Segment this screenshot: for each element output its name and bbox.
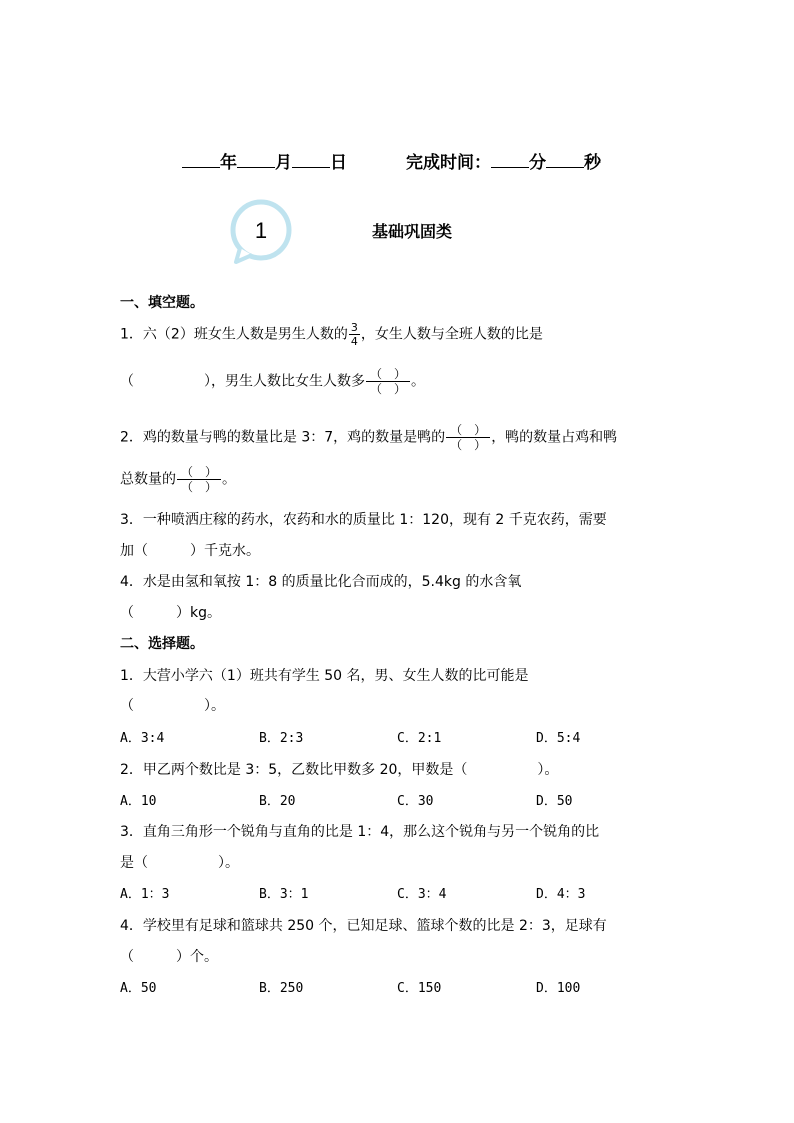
fraction-3-4 bbox=[349, 322, 360, 347]
s1-q3-line1: 3．一种喷洒庄稼的药水，农药和水的质量比 1：120，现有 2 千克农药，需要 bbox=[120, 512, 607, 528]
blank-denominator[interactable]: （ ） bbox=[370, 382, 407, 396]
minute-label: 分 bbox=[529, 153, 546, 173]
s2-q2-option-b[interactable]: B．20 bbox=[259, 794, 296, 809]
completion-time-line bbox=[406, 148, 601, 173]
badge-title: 基础巩固类 bbox=[372, 222, 453, 241]
s2-q1-line2[interactable]: （ ）。 bbox=[120, 698, 225, 714]
blank-fraction[interactable] bbox=[366, 368, 410, 395]
s1-q2-text-a: 2．鸡的数量与鸭的数量比是 3：7，鸡的数量是鸭的 bbox=[120, 429, 446, 446]
s2-q1-line1: 1．大营小学六（1）班共有学生 50 名，男、女生人数的比可能是 bbox=[120, 668, 529, 684]
period: 。 bbox=[222, 471, 237, 488]
s1-q1-line2 bbox=[120, 368, 425, 395]
date-line bbox=[182, 148, 347, 173]
s1-q2-line2 bbox=[120, 466, 236, 493]
blank-fraction[interactable] bbox=[177, 466, 221, 493]
s2-q1-option-b[interactable]: B．2:3 bbox=[259, 731, 304, 746]
s2-q1-option-c[interactable]: C．2:1 bbox=[397, 731, 442, 746]
s1-q3-line2[interactable]: 加（ ）千克水。 bbox=[120, 543, 260, 559]
s2-q4-option-c[interactable]: C．150 bbox=[397, 981, 442, 996]
s2-q4-line1: 4．学校里有足球和篮球共 250 个，已知足球、篮球个数的比是 2：3，足球有 bbox=[120, 918, 607, 934]
s1-q4-line2[interactable]: （ ）kg。 bbox=[120, 605, 221, 621]
s1-q1-text-b: ，女生人数与全班人数的比是 bbox=[360, 326, 543, 343]
month-label: 月 bbox=[275, 153, 292, 173]
time-label: 完成时间： bbox=[406, 153, 491, 173]
s2-q2-option-c[interactable]: C．30 bbox=[397, 794, 434, 809]
s2-q3-line1: 3．直角三角形一个锐角与直角的比是 1：4，那么这个锐角与另一个锐角的比 bbox=[120, 824, 600, 840]
fraction-denominator: 4 bbox=[350, 335, 358, 348]
badge-number: 1 bbox=[254, 218, 268, 243]
blank-numerator[interactable]: （ ） bbox=[177, 466, 221, 480]
section1-title: 一、填空题。 bbox=[120, 295, 204, 311]
s1-q2-line1 bbox=[120, 424, 617, 451]
s2-q1-option-d[interactable]: D．5:4 bbox=[536, 731, 581, 746]
blank-numerator[interactable]: （ ） bbox=[366, 368, 410, 382]
s2-q3-option-d[interactable]: D．4：3 bbox=[536, 887, 586, 902]
s2-q3-option-a[interactable]: A．1：3 bbox=[120, 887, 170, 902]
s2-q4-option-a[interactable]: A．50 bbox=[120, 981, 157, 996]
s2-q3-line2[interactable]: 是（ ）。 bbox=[120, 855, 239, 871]
second-label: 秒 bbox=[584, 153, 601, 173]
year-label: 年 bbox=[220, 153, 237, 173]
s1-q1-text-a: 1．六（2）班女生人数是男生人数的 bbox=[120, 326, 348, 343]
section2-title: 二、选择题。 bbox=[120, 636, 204, 652]
s1-q2-text-b: ，鸭的数量占鸡和鸭 bbox=[491, 429, 618, 446]
s2-q3-option-c[interactable]: C．3：4 bbox=[397, 887, 447, 902]
s2-q2-option-d[interactable]: D．50 bbox=[536, 794, 573, 809]
blank-denominator[interactable]: （ ） bbox=[181, 480, 218, 494]
s1-q1-answer-text[interactable]: （ ），男生人数比女生人数多 bbox=[120, 373, 365, 390]
s2-q4-option-d[interactable]: D．100 bbox=[536, 981, 581, 996]
blank-numerator[interactable]: （ ） bbox=[446, 424, 490, 438]
day-blank[interactable] bbox=[292, 153, 330, 168]
minute-blank[interactable] bbox=[491, 153, 529, 168]
blank-fraction[interactable] bbox=[446, 424, 490, 451]
day-label: 日 bbox=[330, 153, 347, 173]
s1-q4-line1: 4．水是由氢和氧按 1：8 的质量比化合而成的，5.4kg 的水含氧 bbox=[120, 574, 522, 590]
blank-denominator[interactable]: （ ） bbox=[450, 438, 487, 452]
s1-q1-line1 bbox=[120, 322, 543, 347]
s2-q1-option-a[interactable]: A．3:4 bbox=[120, 731, 165, 746]
month-blank[interactable] bbox=[237, 153, 275, 168]
s1-q2-text-c: 总数量的 bbox=[120, 471, 176, 488]
second-blank[interactable] bbox=[546, 153, 584, 168]
fraction-numerator: 3 bbox=[350, 321, 358, 334]
period: 。 bbox=[411, 373, 426, 390]
s2-q4-line2[interactable]: （ ）个。 bbox=[120, 949, 218, 965]
speech-bubble-badge-icon bbox=[228, 198, 298, 266]
s2-q2-line1: 2．甲乙两个数比是 3：5，乙数比甲数多 20，甲数是（ ）。 bbox=[120, 762, 559, 778]
s2-q2-option-a[interactable]: A．10 bbox=[120, 794, 157, 809]
s2-q4-option-b[interactable]: B．250 bbox=[259, 981, 304, 996]
s2-q3-option-b[interactable]: B．3：1 bbox=[259, 887, 309, 902]
year-blank[interactable] bbox=[182, 153, 220, 168]
